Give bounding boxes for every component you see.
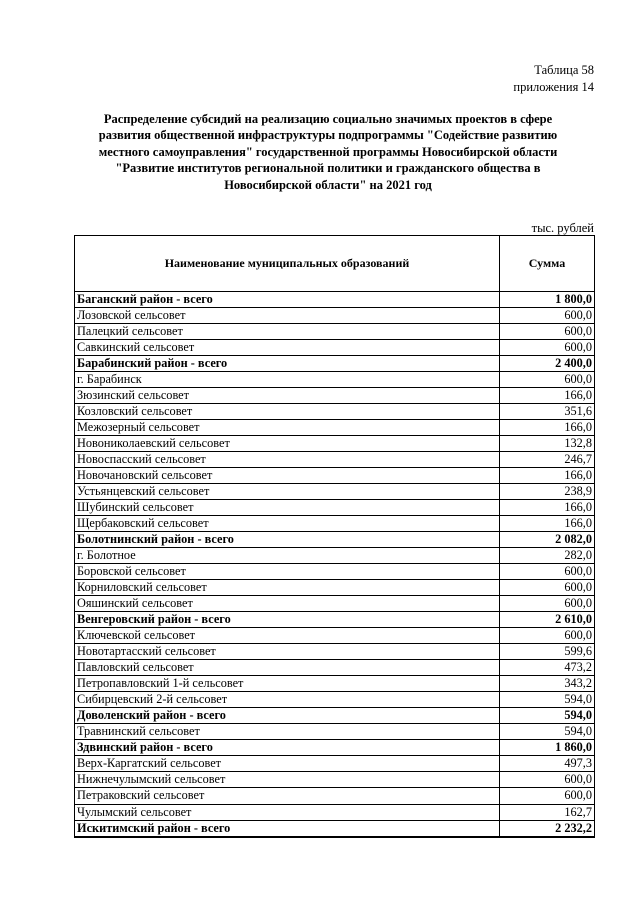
amount-cell: 600,0 xyxy=(564,628,592,643)
municipality-name-cell: Чулымский сельсовет xyxy=(75,805,500,820)
municipality-name-cell: Новотартасский сельсовет xyxy=(75,644,500,659)
district-total-row xyxy=(75,532,594,548)
municipality-name-cell: Нижнечулымский сельсовет xyxy=(75,772,500,787)
municipality-name-cell: Корниловский сельсовет xyxy=(75,580,500,595)
table-row xyxy=(75,628,594,644)
amount-cell: 282,0 xyxy=(564,548,592,563)
municipality-name-cell: Искитимский район - всего xyxy=(75,821,500,836)
amount-cell: 600,0 xyxy=(564,564,592,579)
district-total-row xyxy=(75,708,594,724)
amount-cell: 594,0 xyxy=(564,708,592,723)
amount-cell: 1 860,0 xyxy=(555,740,592,755)
table-row xyxy=(75,805,594,821)
amount-cell: 351,6 xyxy=(564,404,592,419)
amount-cell: 473,2 xyxy=(564,660,592,675)
amount-cell: 2 232,2 xyxy=(555,820,592,835)
municipality-name-cell: Новоспасский сельсовет xyxy=(75,452,500,467)
table-row xyxy=(75,468,594,484)
municipality-name-cell: Петропавловский 1-й сельсовет xyxy=(75,676,500,691)
amount-cell: 1 800,0 xyxy=(555,292,592,306)
table-row xyxy=(75,308,594,324)
amount-cell: 166,0 xyxy=(564,388,592,403)
table-row xyxy=(75,580,594,596)
district-total-row xyxy=(75,740,594,756)
municipality-name-cell: Сибирцевский 2-й сельсовет xyxy=(75,692,500,707)
municipality-name-cell: Зюзинский сельсовет xyxy=(75,388,500,403)
table-row xyxy=(75,596,594,612)
table-row xyxy=(75,340,594,356)
column-header-name: Наименование муниципальных образований xyxy=(75,236,500,291)
table-row xyxy=(75,548,594,564)
table-row xyxy=(75,452,594,468)
municipality-name-cell: Новониколаевский сельсовет xyxy=(75,436,500,451)
amount-cell: 600,0 xyxy=(564,372,592,387)
table-row xyxy=(75,420,594,436)
table-row xyxy=(75,516,594,532)
municipality-name-cell: Павловский сельсовет xyxy=(75,660,500,675)
amount-cell: 2 610,0 xyxy=(555,612,592,627)
district-total-row xyxy=(75,821,594,837)
amount-cell: 166,0 xyxy=(564,420,592,435)
table-row xyxy=(75,772,594,788)
municipality-name-cell: Боровской сельсовет xyxy=(75,564,500,579)
table-row xyxy=(75,644,594,660)
table-row xyxy=(75,724,594,740)
table-row xyxy=(75,484,594,500)
municipality-name-cell: Лозовской сельсовет xyxy=(75,308,500,323)
amount-cell: 238,9 xyxy=(564,484,592,499)
municipality-name-cell: Щербаковский сельсовет xyxy=(75,516,500,531)
amount-cell: 600,0 xyxy=(564,340,592,355)
municipality-name-cell: Савкинский сельсовет xyxy=(75,340,500,355)
table-row xyxy=(75,404,594,420)
document-title: Распределение субсидий на реализацию социально значимых проектов в сфере развития общественной инфраструктуры подпрограммы "Содействие развитию местного самоуправления" государственной программы Новосибирской области "Развитие институтов региональной политики и гражданского общества в Новосибирской области" на 2021 год xyxy=(98,112,558,192)
amount-cell: 599,6 xyxy=(564,644,592,659)
district-total-row xyxy=(75,292,594,308)
municipality-name-cell: г. Барабинск xyxy=(75,372,500,387)
amount-cell: 600,0 xyxy=(564,772,592,787)
municipality-name-cell: Травнинский сельсовет xyxy=(75,724,500,739)
municipality-name-cell: Козловский сельсовет xyxy=(75,404,500,419)
column-header-sum: Сумма xyxy=(528,256,566,270)
amount-cell: 600,0 xyxy=(564,596,592,611)
table-row xyxy=(75,692,594,708)
municipality-name-cell: Баганский район - всего xyxy=(75,292,500,307)
amount-cell: 246,7 xyxy=(564,452,592,467)
municipality-name-cell: Доволенский район - всего xyxy=(75,708,500,723)
municipality-name-cell: Петраковский сельсовет xyxy=(75,788,500,803)
subsidy-table xyxy=(74,235,595,838)
table-row xyxy=(75,388,594,404)
amount-cell: 2 082,0 xyxy=(555,532,592,547)
table-row xyxy=(75,372,594,388)
table-row xyxy=(75,436,594,452)
amount-cell: 2 400,0 xyxy=(555,356,592,371)
table-row xyxy=(75,660,594,676)
municipality-name-cell: Барабинский район - всего xyxy=(75,356,500,371)
amount-cell: 594,0 xyxy=(564,692,592,707)
amount-cell: 600,0 xyxy=(564,580,592,595)
table-row xyxy=(75,324,594,340)
municipality-name-cell: Устьянцевский сельсовет xyxy=(75,484,500,499)
municipality-name-cell: Болотнинский район - всего xyxy=(75,532,500,547)
district-total-row xyxy=(75,356,594,372)
municipality-name-cell: Палецкий сельсовет xyxy=(75,324,500,339)
table-header-row xyxy=(75,236,594,292)
municipality-name-cell: Здвинский район - всего xyxy=(75,740,500,755)
municipality-name-cell: Ключевской сельсовет xyxy=(75,628,500,643)
municipality-name-cell: Ояшинский сельсовет xyxy=(75,596,500,611)
amount-cell: 166,0 xyxy=(564,500,592,515)
amount-cell: 166,0 xyxy=(564,516,592,531)
amount-cell: 166,0 xyxy=(564,468,592,483)
municipality-name-cell: Верх-Каргатский сельсовет xyxy=(75,756,500,771)
amount-cell: 497,3 xyxy=(564,756,592,771)
table-row xyxy=(75,676,594,692)
table-row xyxy=(75,500,594,516)
municipality-name-cell: Новочановский сельсовет xyxy=(75,468,500,483)
municipality-name-cell: г. Болотное xyxy=(75,548,500,563)
district-total-row xyxy=(75,612,594,628)
amount-cell: 600,0 xyxy=(564,324,592,339)
table-row xyxy=(75,564,594,580)
amount-cell: 343,2 xyxy=(564,676,592,691)
table-body xyxy=(75,292,594,837)
table-row xyxy=(75,756,594,772)
amount-cell: 132,8 xyxy=(564,436,592,451)
municipality-name-cell: Венгеровский район - всего xyxy=(75,612,500,627)
municipality-name-cell: Шубинский сельсовет xyxy=(75,500,500,515)
table-row xyxy=(75,788,594,804)
amount-cell: 600,0 xyxy=(564,788,592,803)
amount-cell: 594,0 xyxy=(564,724,592,739)
amount-cell: 600,0 xyxy=(564,308,592,323)
units-label: тыс. рублей xyxy=(531,221,594,235)
appendix-reference: приложения 14 xyxy=(513,80,594,94)
amount-cell: 162,7 xyxy=(564,804,592,819)
table-number: Таблица 58 xyxy=(534,63,594,77)
municipality-name-cell: Межозерный сельсовет xyxy=(75,420,500,435)
